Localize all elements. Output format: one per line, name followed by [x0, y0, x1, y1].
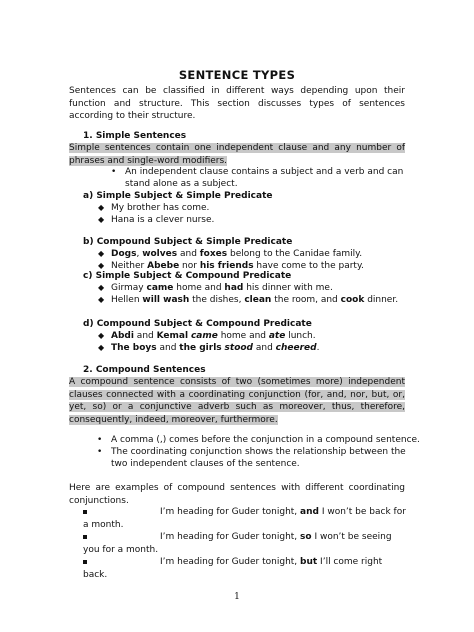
text-run: I’ll come right back. [83, 557, 383, 580]
text-run: I’m heading for Guder tonight, [160, 532, 301, 542]
text-run: Neither [111, 261, 148, 271]
intro-paragraph: Sentences can be classified in different ways depending upon their function and structure. This section discusses types of sentences according to their structure. [69, 86, 405, 121]
text-run: his dinner with me. [243, 283, 333, 293]
bold-word: and [300, 507, 319, 517]
text-run: the room, and [271, 295, 341, 305]
bold-word: cook [340, 295, 365, 305]
bold-word: so [300, 532, 312, 542]
square-bullet-icon [83, 510, 87, 514]
text-run: I won’t be back for a month. [83, 507, 406, 530]
text-run: dinner. [364, 295, 399, 305]
highlighted-definition: A compound sentence consists of two (sometimes more) independent clauses connected with a coordinating conjunction (for, and, nor, but, or, yet, so) or a conjunctive adverb such as moreover, thus, therefore, consequently, indeed, moreover, furthermore. [69, 377, 405, 425]
text-run: I won’t be seeing you for a month. [83, 532, 392, 555]
text-run: Girmay [111, 283, 147, 293]
diamond-bullet-icon: ◆ [98, 343, 105, 352]
bold-italic-word: came [190, 331, 218, 341]
example-text: Hana is a clever nurse. [111, 215, 215, 225]
bold-word: clean [244, 295, 272, 305]
bold-word: came [146, 283, 174, 293]
list-item [98, 282, 333, 294]
example-text: My brother has come. [111, 203, 210, 213]
bold-italic-word: ate [268, 331, 286, 341]
point-text: two independent clauses of the sentence. [111, 459, 300, 469]
bullet-icon: • [111, 167, 117, 177]
diamond-bullet-icon: ◆ [98, 261, 105, 270]
subheading-a: a) Simple Subject & Simple Predicate [83, 191, 273, 201]
square-bullet-icon [83, 535, 87, 539]
bold-word: wolves [142, 249, 178, 259]
diamond-bullet-icon: ◆ [98, 295, 105, 304]
example-item [83, 531, 407, 556]
square-bullet-icon [83, 560, 87, 564]
text-run: home and [217, 331, 269, 341]
bold-word: his friends [199, 261, 254, 271]
diamond-bullet-icon: ◆ [98, 215, 105, 224]
text-run: and [156, 343, 180, 353]
text-run: the dishes, [189, 295, 245, 305]
point-text: The coordinating conjunction shows the relationship between the [111, 447, 406, 457]
example-text [83, 556, 407, 581]
text-run: have come to the party. [253, 261, 364, 271]
bold-word: the girls [179, 343, 222, 353]
highlighted-definition: Simple sentences contain one independent clause and any number of phrases and single-word modifiers. [69, 143, 405, 166]
subheading-b: b) Compound Subject & Simple Predicate [83, 237, 293, 247]
diamond-bullet-icon: ◆ [98, 249, 105, 258]
subheading-d: d) Compound Subject & Compound Predicate [83, 319, 312, 329]
text-run: nor [179, 261, 200, 271]
examples-intro: Here are examples of compound sentences with different coordinating conjunctions. [69, 483, 405, 506]
section-heading-compound: 2. Compound Sentences [83, 365, 206, 375]
bold-word: Abebe [147, 261, 180, 271]
text-run: . [316, 343, 320, 353]
simple-definition [69, 142, 405, 167]
text-run: I’m heading for Guder tonight, [160, 557, 301, 567]
point-text: A comma (,) comes before the conjunction in a compound sentence. [111, 435, 420, 445]
diamond-bullet-icon: ◆ [98, 331, 105, 340]
list-item [98, 202, 210, 214]
bold-word: will wash [142, 295, 190, 305]
note-bullet-cont [125, 178, 238, 190]
bold-word: had [224, 283, 244, 293]
bold-italic-word: cheered [275, 343, 317, 353]
bold-word: The boys [111, 343, 157, 353]
subheading-c: c) Simple Subject & Compound Predicate [83, 271, 292, 281]
bold-word: Dogs [111, 249, 137, 259]
example-item [83, 506, 407, 531]
text-run: lunch. [285, 331, 316, 341]
text-run: and [177, 249, 200, 259]
page-title: SENTENCE TYPES [178, 68, 296, 82]
list-item [97, 446, 406, 458]
list-item [98, 294, 399, 306]
text-run: , [136, 249, 143, 259]
example-item [83, 556, 407, 581]
list-item [98, 248, 363, 260]
diamond-bullet-icon: ◆ [98, 283, 105, 292]
compound-definition [69, 376, 405, 426]
text-run: I’m heading for Guder tonight, [160, 507, 301, 517]
bold-word: foxes [199, 249, 228, 259]
page-number: 1 [234, 592, 240, 602]
list-item [98, 342, 320, 354]
list-item-cont [111, 458, 300, 470]
example-text [83, 506, 407, 531]
bold-word: Abdi [111, 331, 134, 341]
text-run: Hellen [111, 295, 143, 305]
text-run: and [133, 331, 157, 341]
list-item [97, 434, 420, 446]
list-item [98, 214, 215, 226]
note-line-2: stand alone as a subject. [125, 179, 238, 189]
note-line-1: An independent clause contains a subject and a verb and can [125, 167, 404, 177]
text-run: belong to the Canidae family. [227, 249, 363, 259]
text-run: and [253, 343, 276, 353]
note-bullet [111, 166, 404, 178]
text-run: home and [173, 283, 225, 293]
section-heading-simple: 1. Simple Sentences [83, 131, 187, 141]
bold-word: Kemal [156, 331, 189, 341]
example-text [83, 531, 407, 556]
bullet-icon: • [97, 447, 103, 457]
bullet-icon: • [97, 435, 103, 445]
bold-italic-word: stood [224, 343, 253, 353]
bold-word: but [300, 557, 318, 567]
diamond-bullet-icon: ◆ [98, 203, 105, 212]
list-item [98, 330, 316, 342]
